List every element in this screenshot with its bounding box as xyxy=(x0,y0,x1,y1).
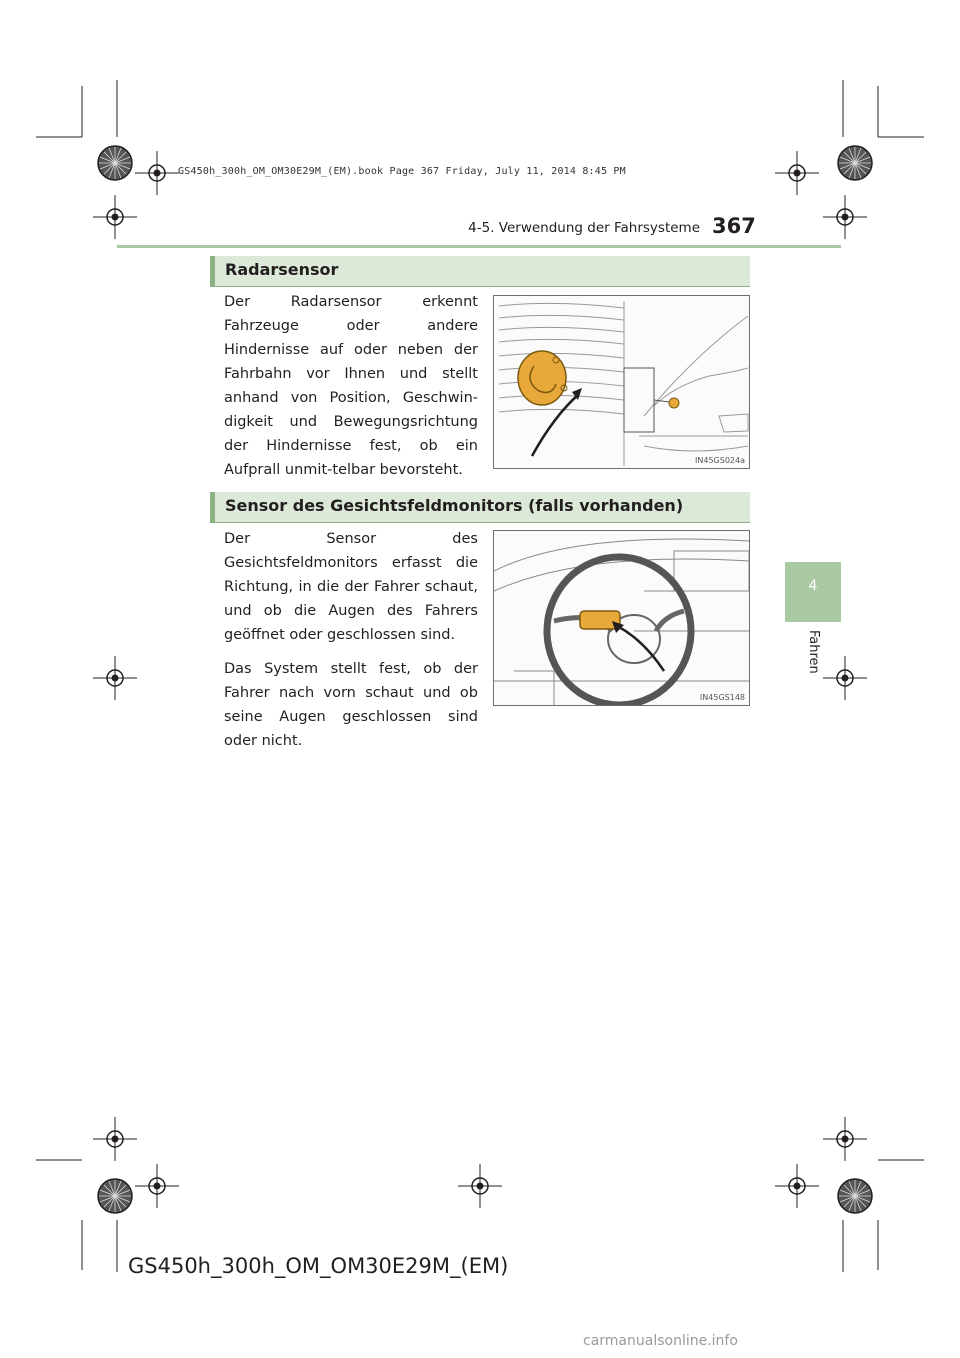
paragraph: Der Radarsensor erkennt Fahrzeuge oder andere Hindernisse auf oder neben der Fahrbahn vor Ihnen und stellt anhand von Position, Geschwin-digkeit und Bewegungsrichtung der Hindernisse fest, ob ein Aufprall unmit-telbar bevorsteht. xyxy=(224,294,478,478)
section-heading-face-monitor xyxy=(210,492,750,522)
chapter-label: Fahren xyxy=(806,630,821,674)
page-number: 367 xyxy=(712,214,756,238)
figure-code: IN45GS148 xyxy=(699,693,745,702)
figure-radar-sensor xyxy=(493,295,750,469)
watermark: carmanualsonline.info xyxy=(583,1333,738,1349)
figure-code: IN45GS024a xyxy=(695,456,745,465)
running-header-title: 4-5. Verwendung der Fahrsysteme xyxy=(468,220,700,236)
figure-face-monitor-sensor xyxy=(493,530,750,706)
header-rule xyxy=(117,245,841,248)
section-rule xyxy=(210,286,750,287)
steering-wheel-illustration xyxy=(494,531,749,705)
radar-sensor-illustration xyxy=(494,296,749,468)
section-title: Sensor des Gesichtsfeldmonitors (falls vorhanden) xyxy=(225,496,684,515)
paragraph: Der Sensor des Gesichtsfeldmonitors erfasst die Richtung, in die der Fahrer schaut, und ob die Augen des Fahrers geöffnet oder geschlossen sind. xyxy=(224,531,478,643)
section-body-face-monitor xyxy=(224,527,478,763)
chapter-number: 4 xyxy=(808,578,818,594)
section-rule xyxy=(210,522,750,523)
section-title: Radarsensor xyxy=(225,260,339,279)
document-code: GS450h_300h_OM_OM30E29M_(EM) xyxy=(128,1254,509,1278)
print-info-line: GS450h_300h_OM_OM30E29M_(EM).book Page 367 Friday, July 11, 2014 8:45 PM xyxy=(178,166,626,177)
section-heading-radar xyxy=(210,256,750,286)
section-body-radar xyxy=(224,290,478,492)
paragraph: Das System stellt fest, ob der Fahrer nach vorn schaut und ob seine Augen geschlossen sind oder nicht. xyxy=(224,661,478,749)
